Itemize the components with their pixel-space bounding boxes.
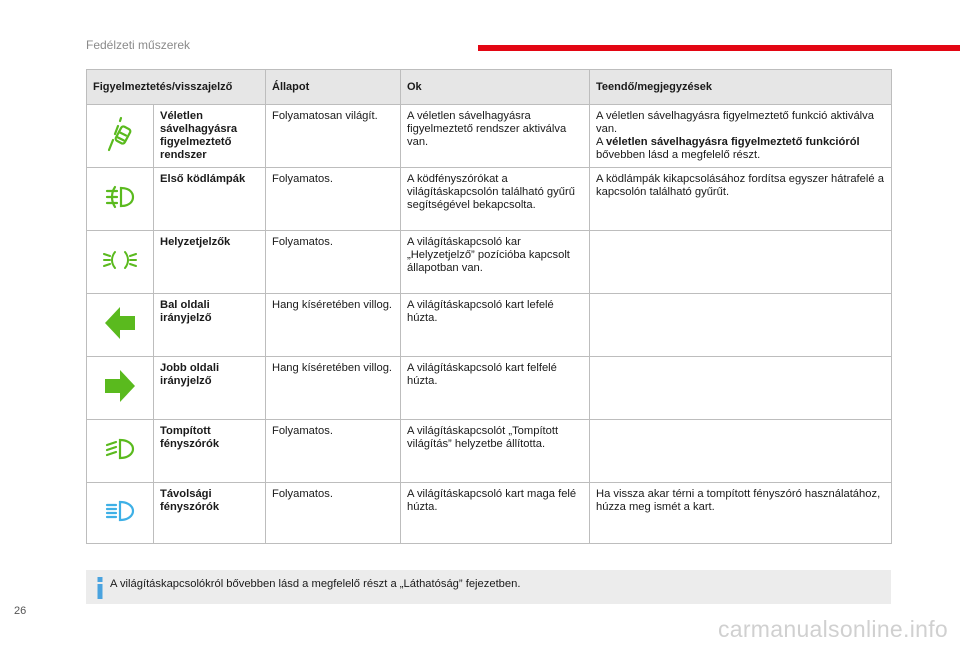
dipped-beam-icon xyxy=(104,437,136,461)
front-fog-lamp-icon xyxy=(104,185,136,209)
warning-name: Véletlen sávelhagyásra figyelmeztető rendszer xyxy=(154,105,266,168)
info-icon xyxy=(95,577,105,599)
cause-text: A világításkapcsoló kart maga felé húzta. xyxy=(401,483,590,544)
action-text: Ha vissza akar térni a tompított fényszóró használatához, húzza meg ismét a kart. xyxy=(590,483,892,544)
state-text: Folyamatos. xyxy=(266,420,401,483)
right-turn-indicator-icon xyxy=(103,368,137,404)
table-row xyxy=(87,357,892,420)
state-text: Folyamatosan világít. xyxy=(266,105,401,168)
cause-text: A véletlen sávelhagyásra figyelmeztető rendszer aktiválva van. xyxy=(401,105,590,168)
table-row xyxy=(87,105,892,168)
warning-name: Távolsági fényszórók xyxy=(154,483,266,544)
header-state: Állapot xyxy=(266,70,401,105)
table-row xyxy=(87,483,892,544)
cause-text: A világításkapcsoló kart lefelé húzta. xyxy=(401,294,590,357)
state-text: Hang kíséretében villog. xyxy=(266,357,401,420)
info-note xyxy=(86,570,891,604)
cause-text: A ködfényszórókat a világításkapcsolón található gyűrű segítségével bekapcsolta. xyxy=(401,168,590,231)
action-text xyxy=(590,231,892,294)
action-text xyxy=(590,357,892,420)
state-text: Folyamatos. xyxy=(266,231,401,294)
sidelamps-icon xyxy=(102,249,138,271)
cause-text: A világításkapcsoló kar „Helyzetjelző” pozícióba kapcsolt állapotban van. xyxy=(401,231,590,294)
header-action: Teendő/megjegyzések xyxy=(590,70,892,105)
action-text: A ködlámpák kikapcsolásához fordítsa egyszer hátrafelé a kapcsolón található gyűrűt. xyxy=(590,168,892,231)
accent-bar xyxy=(478,45,960,51)
warning-name: Jobb oldali irányjelző xyxy=(154,357,266,420)
left-turn-indicator-icon xyxy=(103,305,137,341)
header-warning: Figyelmeztetés/visszajelző xyxy=(87,70,266,105)
state-text: Folyamatos. xyxy=(266,483,401,544)
watermark: carmanualsonline.info xyxy=(717,616,948,642)
state-text: Hang kíséretében villog. xyxy=(266,294,401,357)
main-beam-icon xyxy=(104,499,136,523)
page-number: 26 xyxy=(14,605,27,617)
table-row xyxy=(87,231,892,294)
info-text: A világításkapcsolókról bővebben lásd a megfelelő részt a „Láthatóság” fejezetben. xyxy=(110,578,521,590)
section-title: Fedélzeti műszerek xyxy=(86,38,191,52)
warning-name: Tompított fényszórók xyxy=(154,420,266,483)
table-row xyxy=(87,294,892,357)
table-header-row xyxy=(87,70,892,105)
header-cause: Ok xyxy=(401,70,590,105)
action-text: A véletlen sávelhagyásra figyelmeztető funkció aktiválva van. A véletlen sávelhagyásra figyelmeztető funkcióról bővebben lásd a megfelelő részt. xyxy=(590,105,892,168)
state-text: Folyamatos. xyxy=(266,168,401,231)
warning-name: Első ködlámpák xyxy=(154,168,266,231)
warning-name: Bal oldali irányjelző xyxy=(154,294,266,357)
warning-name: Helyzetjelzők xyxy=(154,231,266,294)
warning-lamps-table xyxy=(86,69,892,544)
cause-text: A világításkapcsoló kart felfelé húzta. xyxy=(401,357,590,420)
cause-text: A világításkapcsolót „Tompított világítás” helyzetbe állította. xyxy=(401,420,590,483)
lane-departure-icon xyxy=(105,116,135,152)
table-row xyxy=(87,420,892,483)
action-text xyxy=(590,420,892,483)
action-text xyxy=(590,294,892,357)
table-row xyxy=(87,168,892,231)
